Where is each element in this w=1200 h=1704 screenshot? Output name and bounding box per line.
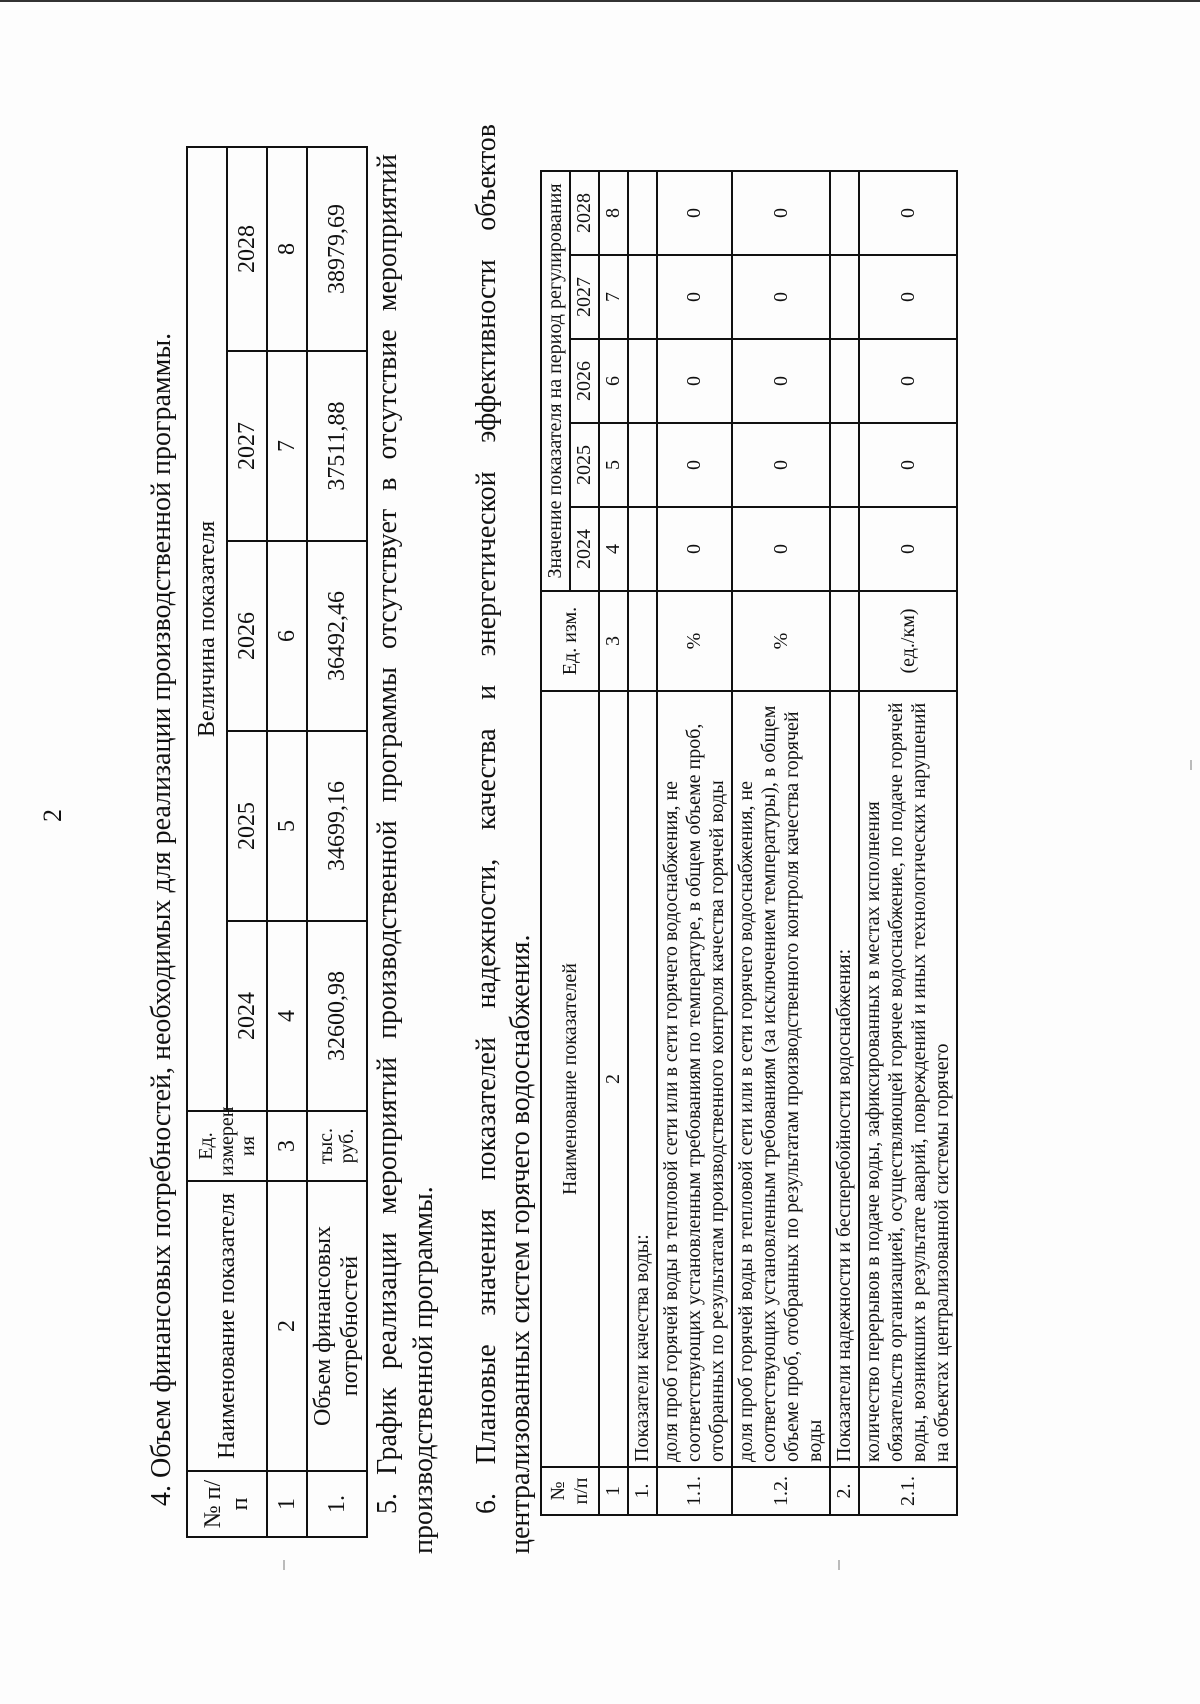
header-value-group: Значение показателя на период регулирования [541, 171, 570, 591]
row-name: Показатели качества воды: [628, 691, 657, 1467]
index-cell: 1 [599, 1467, 628, 1515]
row-value [830, 171, 859, 255]
row-name: Объем финансовых потребностей [307, 1181, 367, 1471]
index-cell: 3 [599, 591, 628, 691]
row-value: 0 [732, 339, 830, 423]
row-value: 37511,88 [307, 351, 367, 541]
index-row [267, 147, 307, 1537]
index-cell: 5 [267, 731, 307, 921]
index-cell: 4 [267, 921, 307, 1111]
index-cell: 6 [599, 339, 628, 423]
row-value [628, 339, 657, 423]
header-year: 2027 [570, 255, 599, 339]
row-value: 0 [657, 507, 732, 591]
index-cell: 8 [267, 147, 307, 351]
row-unit: % [732, 591, 830, 691]
row-value [830, 507, 859, 591]
row-unit [830, 591, 859, 691]
index-cell: 1 [267, 1471, 307, 1537]
row-value [830, 423, 859, 507]
row-value: 34699,16 [307, 731, 367, 921]
index-cell: 7 [599, 255, 628, 339]
table-row [657, 171, 732, 1515]
index-row [599, 171, 628, 1515]
index-cell: 2 [267, 1181, 307, 1471]
index-cell: 4 [599, 507, 628, 591]
header-year: 2024 [570, 507, 599, 591]
row-value [628, 171, 657, 255]
row-value: 0 [657, 423, 732, 507]
row-value: 0 [732, 507, 830, 591]
header-unit: Ед. изм. [541, 591, 599, 691]
row-name: доля проб горячей воды в тепловой сети или в сети горячего водоснабжения, не соответствующих установленным требованиям по температуре, в общем объеме проб, отобранных по результатам производственного контроля качества горячей воды [657, 691, 732, 1467]
header-name: Наименование показателя [187, 1181, 267, 1471]
index-cell: 3 [267, 1111, 307, 1181]
row-num: 1.2. [732, 1467, 830, 1515]
row-value: 0 [657, 339, 732, 423]
table-row-section [830, 171, 859, 1515]
table-row-section [628, 171, 657, 1515]
index-cell: 8 [599, 171, 628, 255]
row-num: 2. [830, 1467, 859, 1515]
row-num: 1. [307, 1471, 367, 1537]
row-num: 1.1. [657, 1467, 732, 1515]
row-value: 0 [657, 171, 732, 255]
table-row [859, 171, 957, 1515]
section-6-line: 6. Плановые значения показателей надежности, качества и энергетической эффективности объектов [471, 124, 502, 1514]
row-name: Показатели надежности и бесперебойности водоснабжения: [830, 691, 859, 1467]
header-year: 2028 [227, 147, 267, 351]
row-name: доля проб горячей воды в тепловой сети или в сети горячего водоснабжения, не соответствующих установленным требованиям (за исключением температуры), в общем объеме проб, отобранных по результатам производственного контроля качества горячей воды [732, 691, 830, 1467]
section-5-line: 5. График реализации мероприятий производственной программы отсутствует в отсутствие мероприятий [372, 154, 403, 1514]
table-row [732, 171, 830, 1515]
row-value: 38979,69 [307, 147, 367, 351]
row-value [628, 255, 657, 339]
header-year: 2026 [227, 541, 267, 731]
row-unit: тыс. руб. [307, 1111, 367, 1181]
section-5-paragraph [370, 154, 442, 1554]
row-unit [628, 591, 657, 691]
row-unit: (ед./км) [859, 591, 957, 691]
row-value [830, 339, 859, 423]
row-value: 36492,46 [307, 541, 367, 731]
row-num: 2.1. [859, 1467, 957, 1515]
index-cell: 2 [599, 691, 628, 1467]
financial-needs-table [186, 146, 368, 1538]
row-value [628, 423, 657, 507]
page-number: 2 [38, 809, 67, 822]
row-unit: % [657, 591, 732, 691]
row-value: 0 [732, 423, 830, 507]
header-year: 2024 [227, 921, 267, 1111]
section-4-heading: 4. Объем финансовых потребностей, необходимых для реализации производственной программы. [146, 332, 177, 1506]
index-cell: 5 [599, 423, 628, 507]
header-value-group: Величина показателя [187, 147, 227, 1111]
header-year: 2025 [227, 731, 267, 921]
row-value: 0 [732, 171, 830, 255]
index-cell: 6 [267, 541, 307, 731]
row-value [628, 507, 657, 591]
section-5-line: производственной программы. [408, 1186, 439, 1554]
header-name: Наименование показателей [541, 691, 599, 1467]
header-num: № п/п [541, 1467, 599, 1515]
table-row [307, 147, 367, 1537]
section-6-paragraph [470, 124, 538, 1554]
header-year: 2027 [227, 351, 267, 541]
row-name: количество перерывов в подаче воды, зафиксированных в местах исполнения обязательств организацией, осуществляющей горячее водоснабжение, по подаче горячей воды, возникших в результате аварий, повреждений и иных технологических нарушений на объектах централизованной системы горячего [859, 691, 957, 1467]
section-6-line: централизованных систем горячего водоснабжения. [505, 934, 536, 1554]
row-value: 32600,98 [307, 921, 367, 1111]
header-year: 2025 [570, 423, 599, 507]
row-value: 0 [859, 255, 957, 339]
index-cell: 7 [267, 351, 307, 541]
row-value: 0 [732, 255, 830, 339]
quality-indicators-table [540, 170, 958, 1516]
header-unit: Ед. измерен ия [187, 1111, 267, 1181]
header-year: 2028 [570, 171, 599, 255]
row-value: 0 [859, 339, 957, 423]
row-num: 1. [628, 1467, 657, 1515]
row-value: 0 [859, 423, 957, 507]
row-value: 0 [859, 171, 957, 255]
header-year: 2026 [570, 339, 599, 423]
row-value [830, 255, 859, 339]
row-value: 0 [657, 255, 732, 339]
header-num: № п/п [187, 1471, 267, 1537]
row-value: 0 [859, 507, 957, 591]
